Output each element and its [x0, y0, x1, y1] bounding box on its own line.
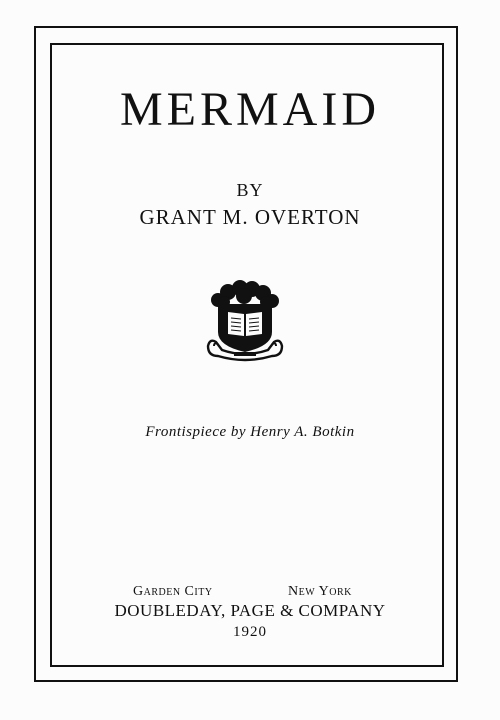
- publisher-name: DOUBLEDAY, PAGE & COMPANY: [114, 601, 386, 620]
- publication-year: 1920: [233, 624, 267, 640]
- author-name: GRANT M. OVERTON: [139, 205, 361, 229]
- publisher-device-icon: [204, 280, 284, 364]
- by-line: BY: [236, 180, 264, 200]
- place-garden-city: Garden City: [133, 584, 213, 599]
- book-title: MERMAID: [119, 83, 380, 136]
- frontispiece-credit: Frontispiece by Henry A. Botkin: [145, 424, 355, 440]
- place-new-york: New York: [288, 584, 352, 599]
